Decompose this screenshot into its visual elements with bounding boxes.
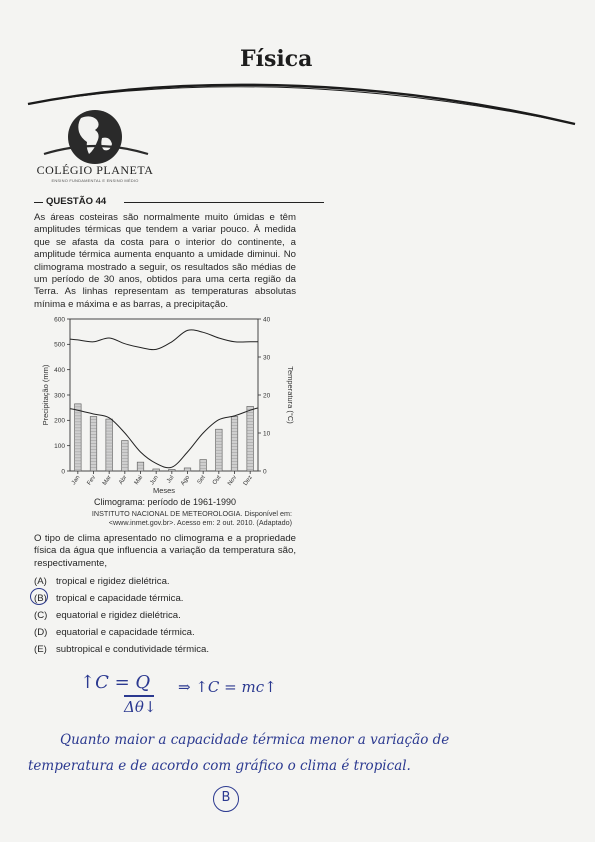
source-line-2: <www.inmet.gov.br>. Acesso em: 2 out. 2010. (Adaptado) xyxy=(108,518,292,527)
question-label: QUESTÃO 44 xyxy=(46,196,107,207)
formula-right: ⇒ ↑C = mc↑ xyxy=(178,678,277,696)
precipitation-bar xyxy=(153,469,160,471)
y-tick-label: 200 xyxy=(54,417,65,425)
x-tick-label: Mar xyxy=(101,474,113,487)
option-text: tropical e capacidade térmica. xyxy=(56,593,184,604)
selected-answer-circle xyxy=(30,588,48,605)
plot-frame xyxy=(70,319,258,471)
x-tick-label: Nov xyxy=(227,474,239,487)
precipitation-bar xyxy=(184,468,191,471)
x-tick-label: Mai xyxy=(133,474,145,487)
precipitation-bar xyxy=(247,406,254,471)
option-text: tropical e rigidez dielétrica. xyxy=(56,576,170,587)
y-tick-label: 0 xyxy=(61,468,65,476)
y-tick-label: 400 xyxy=(54,366,65,374)
chart-caption: Climograma: período de 1961-1990 xyxy=(93,497,237,507)
x-tick-label: Ago xyxy=(180,474,192,487)
option-text: subtropical e condutividade térmica. xyxy=(56,644,210,655)
question-text: As áreas costeiras são normalmente muito úmidas e têm amplitudes térmicas que tendem a variar pouco. À medida que se afasta da costa para o interior do continente, a amplitude térmica aumenta enquanto a umidade diminui. No climograma mostrado a seguir, os resultados são médias de um período de 30 anos, obtidos para uma certa região da Terra. As linhas representam as temperaturas absolutas mínima e máxima e as barras, a precipitação. xyxy=(34,212,296,310)
option-text: equatorial e rigidez dielétrica. xyxy=(56,610,181,621)
x-tick-label: Dez xyxy=(242,474,254,487)
school-name: COLÉGIO PLANETA xyxy=(36,163,154,177)
climogram-chart xyxy=(30,312,300,497)
y2-tick-label: 20 xyxy=(263,392,271,400)
precipitation-bar xyxy=(231,417,238,471)
handwritten-answer-circle xyxy=(213,786,239,812)
option-letter: (A) xyxy=(34,576,47,587)
handwritten-line-2: temperatura e de acordo com gráfico o clima é tropical. xyxy=(28,758,411,774)
precipitation-bar xyxy=(169,469,176,471)
option-letter: (B) xyxy=(34,593,47,604)
question-stem: O tipo de clima apresentado no climograma e a propriedade física da água que influencia a variação da temperatura são, respectivamente, xyxy=(34,533,296,569)
y-tick-label: 100 xyxy=(54,442,65,450)
y-tick-label: 600 xyxy=(54,316,65,324)
y-tick-label: 500 xyxy=(54,341,65,349)
header-dash-left xyxy=(34,202,43,203)
y2-tick-label: 30 xyxy=(263,354,271,362)
question-header xyxy=(34,196,294,210)
y2-tick-label: 10 xyxy=(263,430,271,438)
page-title: Física xyxy=(240,46,313,72)
y-axis-label: Precipitação (mm) xyxy=(41,364,50,426)
y2-axis-label: Temperatura (°C) xyxy=(286,366,295,424)
x-tick-label: Fev xyxy=(86,474,98,487)
school-tagline: ENSINO FUNDAMENTAL E ENSINO MÉDIO xyxy=(51,178,139,183)
y2-tick-label: 40 xyxy=(263,316,271,324)
x-tick-label: Abr xyxy=(118,474,129,486)
precipitation-bar xyxy=(90,417,97,471)
x-axis-label: Meses xyxy=(152,486,176,495)
option-letter: (E) xyxy=(34,644,47,655)
handwritten-answer: B xyxy=(221,790,231,805)
x-tick-label: Jul xyxy=(166,474,176,485)
fraction-bar xyxy=(124,695,154,697)
option-letter: (C) xyxy=(34,610,48,621)
handwritten-line-1: Quanto maior a capacidade térmica menor a variação de xyxy=(60,732,450,748)
y2-tick-label: 0 xyxy=(263,468,267,476)
x-tick-label: Set xyxy=(196,474,207,486)
x-tick-label: Out xyxy=(212,474,223,487)
formula-left: ↑C = Q xyxy=(80,672,151,693)
source-line-1: INSTITUTO NACIONAL DE METEOROLOGIA. Disponível em: xyxy=(91,509,292,518)
header-dash-right xyxy=(124,202,324,203)
precipitation-bar xyxy=(106,419,113,471)
option-letter: (D) xyxy=(34,627,48,638)
formula-denominator: Δθ↓ xyxy=(124,698,157,716)
min-temperature-line xyxy=(70,408,258,468)
precipitation-bar xyxy=(200,460,207,471)
y-tick-label: 300 xyxy=(54,392,65,400)
max-temperature-line xyxy=(70,330,258,350)
option-text: equatorial e capacidade térmica. xyxy=(56,627,195,638)
x-tick-label: Jun xyxy=(149,474,160,487)
x-tick-label: Jan xyxy=(71,474,82,487)
precipitation-bar xyxy=(137,462,144,471)
